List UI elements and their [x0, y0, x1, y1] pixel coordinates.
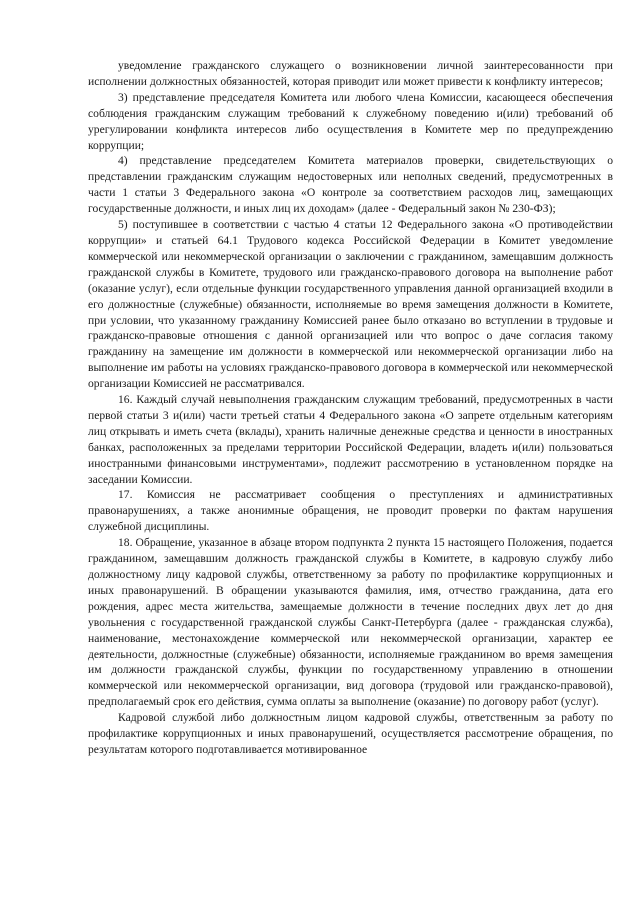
paragraph-clause-18: 18. Обращение, указанное в абзаце втором подпункта 2 пункта 15 настоящего Положения, подается гражданином, замещавшим должность гражданской службы в Комитете, в кадровую службу либо должностному лицу кадровой службы, ответственному за работу по профилактике коррупционных и иных правонарушений. В обращении указываются фамилия, имя, отчество гражданина, дата его рождения, адрес места жительства, замещаемые должности в течение последних двух лет до дня увольнения с государственной гражданской службы Санкт-Петербурга (далее - гражданская служба), наименование, местонахождение коммерческой или некоммерческой организации, характер ее деятельности, должностные (служебные) обязанности, исполняемые гражданином во время замещения им должности гражданской службы, функции по государственному управлению в отношении коммерческой или некоммерческой организации, вид договора (трудовой или гражданско-правовой), предполагаемый срок его действия, сумма оплаты за выполнение (оказание) по договору работ (услуг).: [88, 536, 613, 709]
paragraph-clause-16: 16. Каждый случай невыполнения гражданским служащим требований, предусмотренных в части первой статьи 3 и(или) части третьей статьи 4 Федерального закона «О запрете отдельным категориям лиц открывать и иметь счета (вклады), хранить наличные денежные средства и ценности в иностранных банках, расположенных за пределами территории Российской Федерации, владеть и(или) пользоваться иностранными финансовыми инструментами», подлежит рассмотрению в установленном порядке на заседании Комиссии.: [88, 393, 613, 486]
paragraph-item-3: 3) представление председателя Комитета или любого члена Комиссии, касающееся обеспечения соблюдения гражданским служащим требований к служебному поведению и(или) требований об урегулировании конфликта интересов либо осуществления в Комитете мер по предупреждению коррупции;: [88, 90, 613, 152]
document-page: [88, 58, 613, 758]
paragraph-continuation: уведомление гражданского служащего о возникновении личной заинтересованности при исполнении должностных обязанностей, которая приводит или может привести к конфликту интересов;: [88, 59, 613, 88]
paragraph-clause-17: 17. Комиссия не рассматривает сообщения о преступлениях и административных правонарушениях, а также анонимные обращения, не проводит проверки по фактам нарушения служебной дисциплины.: [88, 488, 613, 534]
paragraph-item-5: 5) поступившее в соответствии с частью 4 статьи 12 Федерального закона «О противодействии коррупции» и статьей 64.1 Трудового кодекса Российской Федерации в Комитет уведомление коммерческой или некоммерческой организации о заключении с гражданином, замещавшим должность гражданской службы в Комитете, трудового или гражданско-правового договора на выполнение работ (оказание услуг), если отдельные функции государственного управления данной организацией входили в его должностные (служебные) обязанности, исполняемые во время замещения должности в Комитете, при условии, что указанному гражданину Комиссией ранее было отказано во вступлении в трудовые и гражданско-правовые отношения с данной организацией или что вопрос о даче согласия такому гражданину на замещение им должности в коммерческой или некоммерческой организации либо на выполнение им работы на условиях гражданско-правового договора в коммерческой или некоммерческой организации Комиссией не рассматривался.: [88, 218, 613, 391]
paragraph-review: Кадровой службой либо должностным лицом кадровой службы, ответственным за работу по профилактике коррупционных и иных правонарушений, осуществляется рассмотрение обращения, по результатам которого подготавливается мотивированное: [88, 711, 613, 756]
paragraph-item-4: 4) представление председателем Комитета материалов проверки, свидетельствующих о представлении гражданским служащим недостоверных или неполных сведений, предусмотренных в части 1 статьи 3 Федерального закона «О контроле за соответствием расходов лиц, замещающих государственные должности, и иных лиц их доходам» (далее - Федеральный закон № 230-ФЗ);: [88, 154, 613, 216]
